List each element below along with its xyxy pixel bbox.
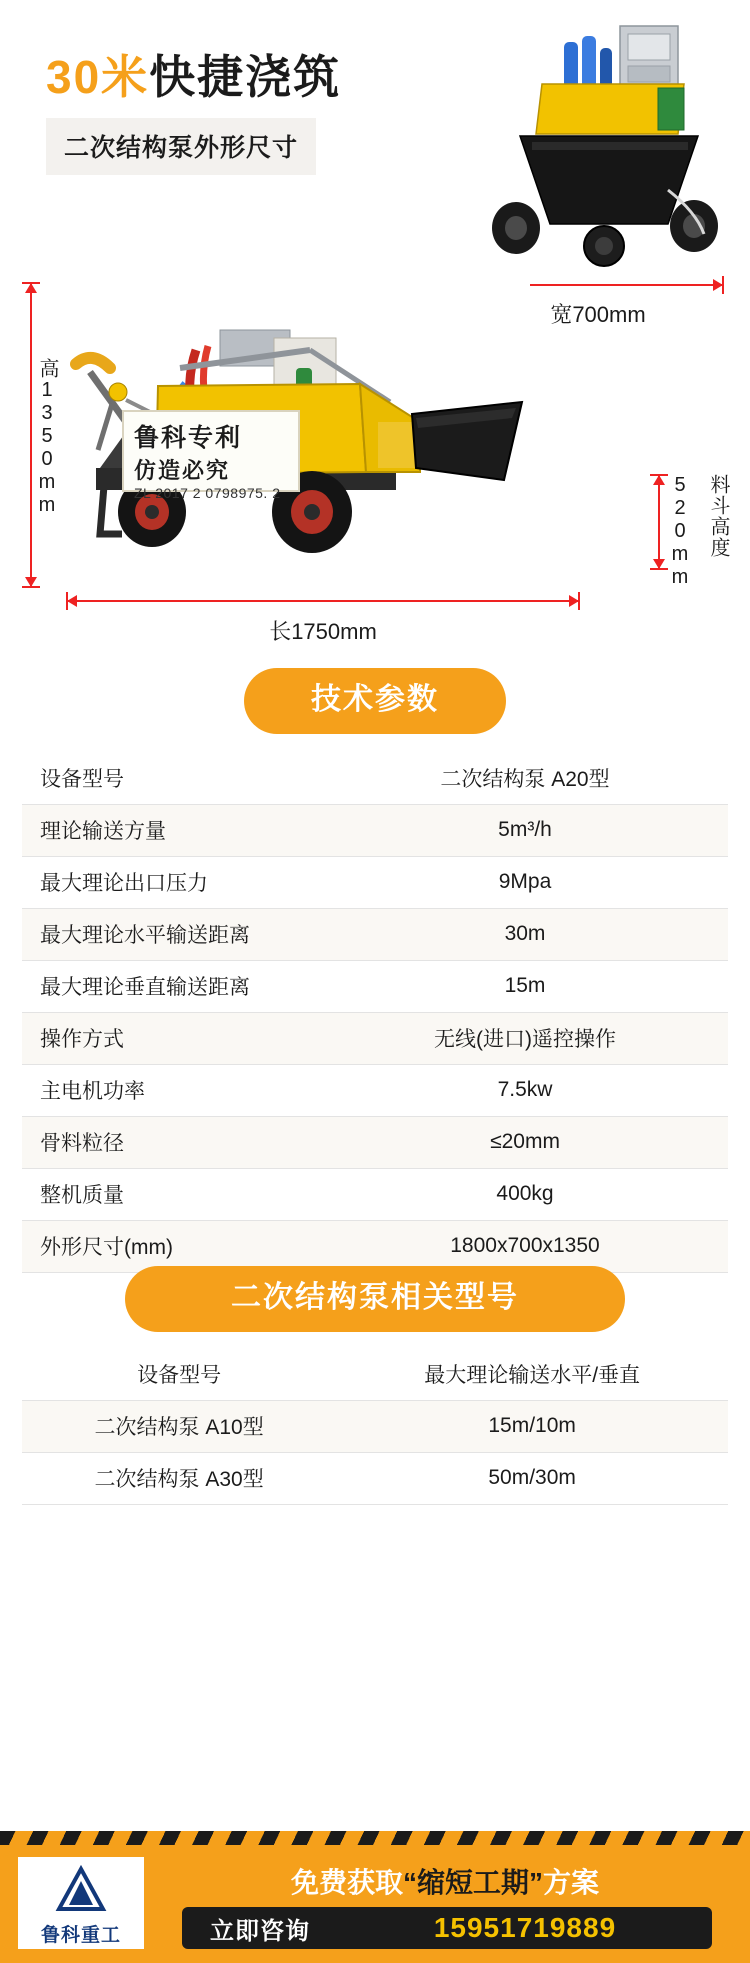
company-logo [18,1857,144,1949]
placard-line-1: 鲁科专利 [134,424,243,452]
page-title-accent: 30米 [46,51,150,103]
spec-key: 整机质量 [22,1168,322,1220]
spec-value: 无线(进口)遥控操作 [322,1012,728,1064]
hopper-height-dimension-arrow [650,474,668,570]
related-models-table [22,1348,728,1505]
table-row [22,1116,728,1168]
placard-line-3: ZL 2017 2 0798975. 2 [134,485,281,501]
spec-value: 30m [322,908,728,960]
table-row [22,1064,728,1116]
placard-line-2: 仿造必究 [134,458,231,483]
table-header-row [22,1348,728,1400]
spec-value: 5m³/h [322,804,728,856]
spec-value: 1800x700x1350 [322,1220,728,1272]
height-dimension-label: 高1350mm [36,358,58,517]
spec-key: 最大理论垂直输送距离 [22,960,322,1012]
machine-side-view-section [0,262,750,652]
spec-key: 设备型号 [22,752,322,804]
length-dimension-arrow [66,592,580,610]
footer-banner [0,1831,750,1963]
machine-front-view-photo [472,14,724,270]
related-models-section [0,1266,750,1505]
width-dimension-label: 宽700mm [550,302,646,327]
patent-placard [122,410,300,501]
table-row [22,804,728,856]
phone-number[interactable]: 15951719889 [433,1912,617,1943]
table-row [22,1012,728,1064]
spec-value: 9Mpa [322,856,728,908]
hopper-height-value-label: 520mm [669,474,691,589]
table-row [22,1220,728,1272]
related-range: 50m/30m [336,1452,728,1504]
related-model: 二次结构泵 A30型 [22,1452,336,1504]
hopper-height-name-label: 料斗高度 [707,474,729,558]
consult-cta-bar[interactable] [182,1907,712,1949]
spec-key: 外形尺寸(mm) [22,1220,322,1272]
table-row [22,856,728,908]
related-model: 二次结构泵 A10型 [22,1400,336,1452]
consult-button-label[interactable]: 立即咨询 [210,1917,310,1945]
table-row [22,1400,728,1452]
company-name: 鲁科重工 [40,1925,121,1946]
specs-table [22,752,728,1273]
spec-key: 最大理论出口压力 [22,856,322,908]
spec-key: 最大理论水平输送距离 [22,908,322,960]
table-row [22,752,728,804]
spec-value: 二次结构泵 A20型 [322,752,728,804]
spec-key: 主电机功率 [22,1064,322,1116]
related-range: 15m/10m [336,1400,728,1452]
specs-section [0,668,750,1273]
spec-value: 400kg [322,1168,728,1220]
table-row [22,1168,728,1220]
table-row [22,960,728,1012]
related-header-range: 最大理论输送水平/垂直 [336,1348,728,1400]
machine-front-view-illustration [472,14,724,270]
footer-headline-part-1: 免费获取 [290,1867,403,1898]
spec-value: ≤20mm [322,1116,728,1168]
hazard-stripe-decoration [0,1831,750,1845]
spec-key: 骨料粒径 [22,1116,322,1168]
page-title-dark: 快捷浇筑 [149,51,342,103]
spec-key: 理论输送方量 [22,804,322,856]
table-row [22,908,728,960]
spec-value: 15m [322,960,728,1012]
related-section-title: 二次结构泵相关型号 [125,1266,625,1332]
spec-key: 操作方式 [22,1012,322,1064]
spec-value: 7.5kw [322,1064,728,1116]
footer-headline-part-2: 方案 [543,1867,600,1898]
length-dimension-label: 长1750mm [269,619,377,644]
footer-headline [160,1861,730,1901]
footer-headline-highlight: “缩短工期” [402,1867,543,1898]
table-row [22,1452,728,1504]
logo-mark-icon [55,1865,107,1913]
related-header-model: 设备型号 [22,1348,336,1400]
specs-section-title: 技术参数 [244,668,506,734]
page-subtitle: 二次结构泵外形尺寸 [46,118,316,175]
